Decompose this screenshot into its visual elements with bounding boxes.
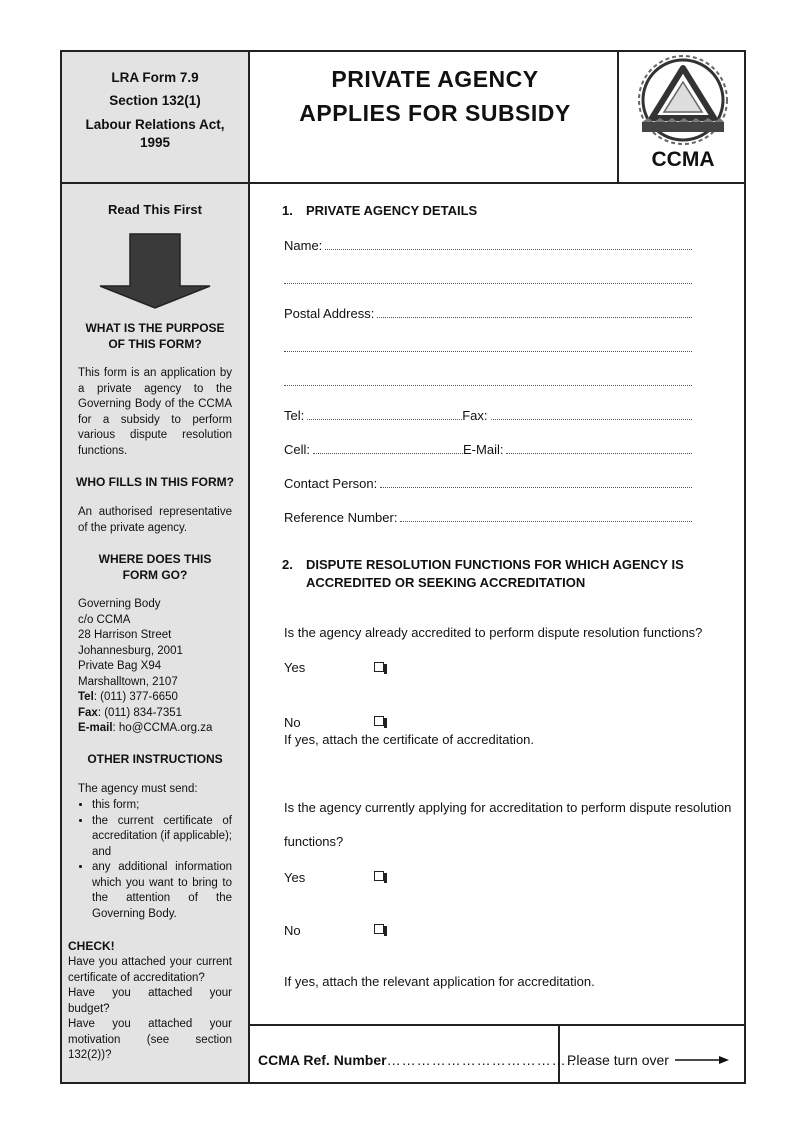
email-label: E-Mail: [463, 442, 504, 457]
turn-over-note [567, 1052, 731, 1068]
right-arrow-icon [675, 1054, 731, 1066]
reference-input-line[interactable] [400, 517, 692, 522]
postal-address-line-3[interactable] [284, 371, 692, 389]
contact-person-field[interactable] [284, 473, 692, 491]
tel-value: : (011) 377-6650 [93, 691, 178, 703]
logo-text: CCMA [651, 148, 715, 171]
check-list [68, 955, 232, 1064]
fax-input-line[interactable] [491, 415, 692, 420]
form-identification [62, 52, 248, 182]
name-field[interactable] [284, 235, 692, 253]
address-line: Marshalltown, 2107 [78, 675, 178, 688]
page-title [252, 62, 618, 130]
down-arrow-icon [62, 232, 248, 315]
q1-no-checkbox[interactable] [374, 716, 384, 726]
purpose-heading: WHAT IS THE PURPOSE OF THIS FORM? [85, 321, 225, 351]
other-instructions-list [62, 798, 248, 922]
cell-input-line[interactable] [313, 449, 463, 454]
question-2-line-1: Is the agency currently applying for accreditation to perform dispute resolution [284, 800, 732, 815]
fax-label: Fax [78, 706, 98, 719]
ref-input-line[interactable]: ……………………………….. [386, 1052, 577, 1068]
name-input-line-2[interactable] [284, 279, 692, 284]
footer-divider [250, 1024, 744, 1026]
form-number: LRA Form 7.9 [111, 70, 199, 85]
address-line: c/o CCMA [78, 613, 131, 626]
fax-value: : (011) 834-7351 [97, 706, 183, 719]
other-instructions-intro: The agency must send: [78, 783, 198, 795]
ccma-address [62, 597, 248, 737]
q1-yes-checkbox[interactable] [374, 662, 384, 672]
fax-label: Fax: [462, 408, 488, 423]
who-heading: WHO FILLS IN THIS FORM? [76, 475, 234, 489]
question-1: Is the agency already accredited to perform dispute resolution functions? [284, 625, 703, 640]
list-item: • the current certificate of accreditation (if applicable); and [92, 814, 232, 861]
check-heading: CHECK! [68, 939, 115, 953]
postal-address-field[interactable] [284, 303, 692, 321]
cell-email-row [284, 439, 692, 457]
address-line: Governing Body [78, 598, 161, 610]
email-label: E-mail [78, 722, 113, 734]
turn-over-text: Please turn over [567, 1052, 669, 1068]
tel-fax-row [284, 405, 692, 423]
check-item: Have you attached your budget? [68, 987, 232, 1015]
header-divider [62, 182, 744, 184]
address-line: 28 Harrison Street [78, 629, 172, 641]
postal-input-line-2[interactable] [284, 347, 692, 352]
reference-label: Reference Number: [284, 510, 398, 525]
ccma-logo [620, 52, 746, 182]
q2-yes-checkbox[interactable] [374, 871, 384, 881]
email-input-line[interactable] [506, 449, 692, 454]
contact-input-line[interactable] [380, 483, 692, 488]
check-item: Have you attached your current certificate of accreditation? [68, 956, 232, 984]
check-item: Have you attached your motivation (see section 132(2))? [68, 1018, 232, 1061]
section-2-title-line-2: ACCREDITED OR SEEKING ACCREDITATION [306, 575, 586, 590]
fax-line [62, 706, 248, 722]
form-frame [60, 50, 746, 1084]
section-2-heading [282, 556, 684, 592]
postal-input-line-3[interactable] [284, 381, 692, 386]
tel-input-line[interactable] [307, 415, 462, 420]
where-heading: WHERE DOES THIS FORM GO? [98, 552, 212, 582]
contact-label: Contact Person: [284, 476, 378, 491]
postal-label: Postal Address: [284, 306, 375, 321]
tel-label: Tel [78, 691, 94, 703]
q2-no-label: No [284, 923, 301, 938]
section-1-number: 1. [282, 203, 293, 218]
name-input-line[interactable] [325, 245, 692, 250]
cell-label: Cell: [284, 442, 311, 457]
section-2-title-line-1: DISPUTE RESOLUTION FUNCTIONS FOR WHICH AGENCY IS [306, 557, 684, 572]
ref-label: CCMA Ref. Number [258, 1052, 387, 1068]
postal-address-line-2[interactable] [284, 337, 692, 355]
email-line [62, 721, 248, 737]
ccma-emblem-icon [620, 52, 746, 148]
postal-input-line[interactable] [377, 313, 692, 318]
address-line: Private Bag X94 [78, 660, 162, 672]
q2-note: If yes, attach the relevant application for accreditation. [284, 974, 595, 989]
q2-no-checkbox[interactable] [374, 924, 384, 934]
read-first-heading: Read This First [108, 202, 202, 217]
reference-number-field[interactable] [284, 507, 692, 525]
section-1-heading [282, 202, 477, 220]
q1-note: If yes, attach the certificate of accreditation. [284, 732, 535, 747]
name-field-line-2[interactable] [284, 269, 692, 287]
title-line-1: PRIVATE AGENCY [331, 66, 539, 92]
name-label: Name: [284, 238, 323, 253]
q1-yes-label: Yes [284, 660, 306, 675]
section-2-number: 2. [282, 557, 293, 572]
section-1-title: PRIVATE AGENCY DETAILS [306, 203, 478, 218]
tel-label: Tel: [284, 408, 305, 423]
form-act: Labour Relations Act, 1995 [85, 117, 225, 150]
ccma-ref-number [258, 1052, 576, 1068]
list-item: • this form; [92, 798, 232, 814]
purpose-text: This form is an application by a private agency to the Governing Body of the CCMA for a subsidy to perform various dispute resolution functions. [78, 367, 232, 457]
title-line-2: APPLIES FOR SUBSIDY [299, 100, 571, 126]
q2-yes-label: Yes [284, 870, 306, 885]
list-item: • any additional information which you want to bring to the attention of the Governing Body. [92, 860, 232, 922]
who-text: An authorised representative of the private agency. [78, 506, 232, 534]
question-2-line-2: functions? [284, 834, 344, 849]
sidebar-divider [248, 52, 250, 1082]
address-line: Johannesburg, 2001 [78, 644, 183, 657]
tel-line [62, 690, 248, 706]
email-value: : ho@CCMA.org.za [112, 722, 213, 734]
q1-no-label: No [284, 715, 301, 730]
other-instructions-heading: OTHER INSTRUCTIONS [87, 752, 223, 766]
form-section: Section 132(1) [109, 93, 201, 108]
